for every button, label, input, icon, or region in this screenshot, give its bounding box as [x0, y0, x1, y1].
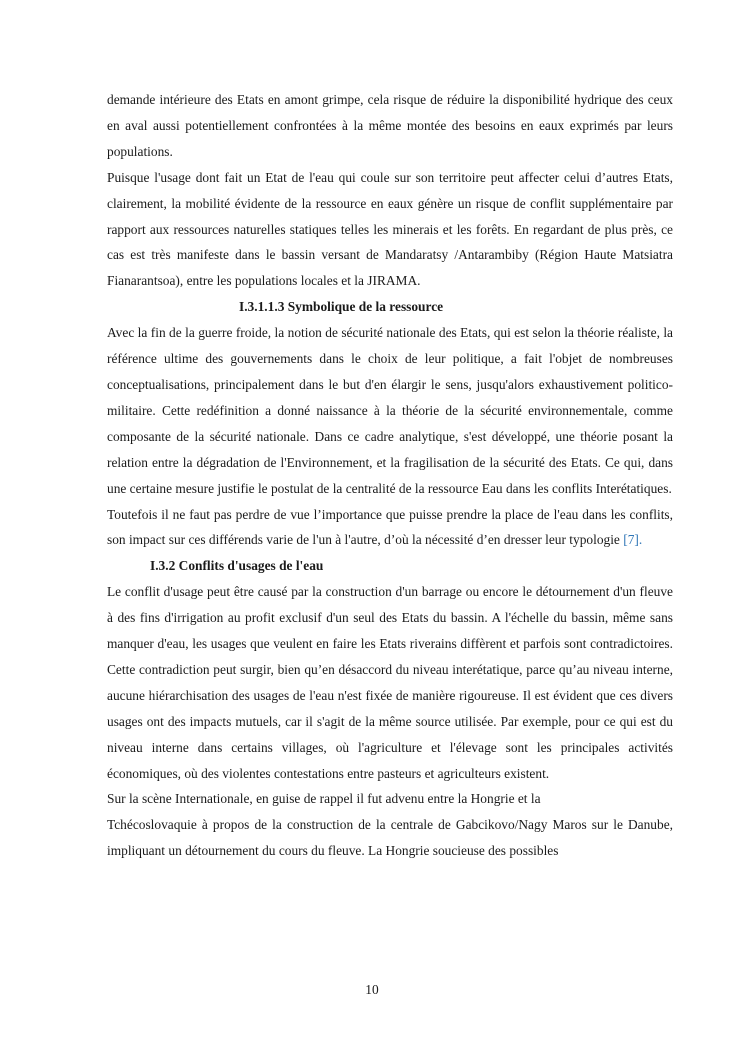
paragraph-securite-environnementale: Avec la fin de la guerre froide, la notion de sécurité nationale des Etats, qui est selon la théorie réaliste, la référence ultime des gouvernements dans le choix de leur politique, a fait l'objet de nombreuses conceptualisations, principalement dans le but d'en élargir le sens, jusqu'alors exhaustivement politico-militaire. Cette redéfinition a donné naissance à la théorie de la sécurité environnementale, comme composante de la sécurité nationale. Dans ce cadre analytique, s'est développé, une théorie posant la relation entre la dégradation de l'Environnement, et la fragilisation de la sécurité des Etats. Ce qui, dans une certaine mesure justifie le postulat de la centralité de la ressource Eau dans les conflits Interétatiques.	[107, 325, 673, 496]
paragraph-typologie-text: Toutefois il ne faut pas perdre de vue l’importance que puisse prendre la place de l'eau dans les conflits, son impact sur ces différends varie de l'un à l'autre, d’où la nécessité d’en dresser leur typologie	[107, 506, 673, 548]
paragraph-water-mobility: Puisque l'usage dont fait un Etat de l'eau qui coule sur son territoire peut affecter celui d’autres Etats, clairement, la mobilité évidente de la ressource en eaux génère un risque de conflit supplémentaire par rapport aux ressources naturelles statiques telles les minerais et les forêts. En regardant de plus près, ce cas est très manifeste dans le bassin versant de Mandaratsy /Antarambiby (Région Haute Matsiatra Fianarantsoa), entre les populations locales et la JIRAMA.	[107, 169, 673, 289]
document-body	[107, 87, 673, 864]
paragraph-conflit-usage: Le conflit d'usage peut être causé par la construction d'un barrage ou encore le détournement d'un fleuve à des fins d'irrigation au profit exclusif d'un seul des Etats du bassin. A l'échelle du bassin, même sans manquer d'eau, les usages que veulent en faire les Etats riverains diffèrent et parfois sont contradictoires. Cette contradiction peut surgir, bien qu’en désaccord du niveau interétatique, parce qu’au niveau interne, aucune hiérarchisation des usages de l'eau n'est fixée de manière rigoureuse. Il est évident que ces divers usages ont des impacts mutuels, car il s'agit de la même source utilisée. Par exemple, pour ce qui est du niveau interne dans certains villages, où l'agriculture et l'élevage sont les principales activités économiques, où des violentes contestations entre pasteurs et agriculteurs existent.	[107, 584, 673, 781]
paragraph-water-demand: demande intérieure des Etats en amont grimpe, cela risque de réduire la disponibilité hydrique des ceux en aval aussi potentiellement confrontées à la même montée des besoins en eaux exprimés par leurs populations.	[107, 92, 673, 159]
page-number: 10	[365, 982, 379, 997]
heading-conflits-usages: I.3.2 Conflits d'usages de l'eau	[150, 558, 324, 574]
heading-symbolique-ressource: I.3.1.1.3 Symbolique de la ressource	[239, 299, 444, 315]
paragraph-typologie	[107, 502, 673, 554]
citation-reference-link[interactable]: [7].	[623, 532, 643, 548]
paragraph-scene-internationale-line1: Sur la scène Internationale, en guise de rappel il fut advenu entre la Hongrie et la	[107, 791, 541, 807]
paragraph-scene-internationale-line2: Tchécoslovaquie à propos de la construction de la centrale de Gabcikovo/Nagy Maros sur le Danube, impliquant un détournement du cours du fleuve. La Hongrie soucieuse des possibles	[107, 817, 673, 859]
